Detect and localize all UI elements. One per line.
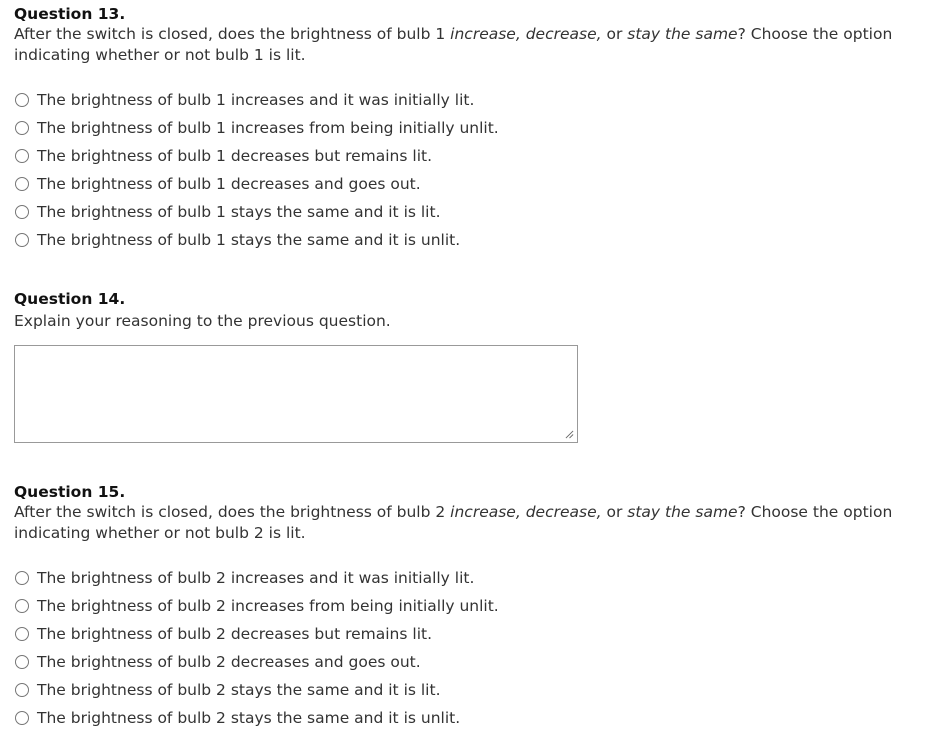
q15-option-2-label: The brightness of bulb 2 increases from being initially unlit. (37, 597, 499, 615)
question-13-text-em1: increase, decrease, (450, 25, 602, 43)
radio-button[interactable] (15, 121, 29, 135)
radio-button[interactable] (15, 233, 29, 247)
question-15-text (14, 502, 914, 544)
q15-option-6[interactable] (14, 704, 499, 732)
q15-option-3[interactable] (14, 620, 499, 648)
q13-option-4-label: The brightness of bulb 1 decreases and goes out. (37, 175, 421, 193)
q15-option-1[interactable] (14, 564, 499, 592)
radio-button[interactable] (15, 93, 29, 107)
radio-button[interactable] (15, 177, 29, 191)
q13-option-3[interactable] (14, 142, 499, 170)
radio-button[interactable] (15, 205, 29, 219)
question-15-text-before: After the switch is closed, does the brightness of bulb 2 (14, 503, 451, 521)
q13-option-5-label: The brightness of bulb 1 stays the same and it is lit. (37, 203, 441, 221)
question-14 (14, 289, 914, 332)
radio-button[interactable] (15, 683, 29, 697)
q13-option-6-label: The brightness of bulb 1 stays the same and it is unlit. (37, 231, 461, 249)
question-13-text-mid: or (601, 25, 628, 43)
radio-button[interactable] (15, 149, 29, 163)
question-14-title: Question 14. (14, 290, 126, 308)
q15-option-6-label: The brightness of bulb 2 stays the same and it is unlit. (37, 709, 461, 727)
q15-option-5-label: The brightness of bulb 2 stays the same and it is lit. (37, 681, 441, 699)
question-13 (14, 4, 914, 66)
radio-button[interactable] (15, 655, 29, 669)
question-14-text: Explain your reasoning to the previous question. (14, 312, 391, 330)
radio-button[interactable] (15, 571, 29, 585)
q13-option-3-label: The brightness of bulb 1 decreases but remains lit. (37, 147, 433, 165)
q15-option-2[interactable] (14, 592, 499, 620)
radio-button[interactable] (15, 599, 29, 613)
q15-option-5[interactable] (14, 676, 499, 704)
q15-option-1-label: The brightness of bulb 2 increases and it was initially lit. (37, 569, 475, 587)
q13-option-1[interactable] (14, 86, 499, 114)
resize-handle-icon[interactable] (565, 430, 574, 439)
question-15-text-after: ? Choose the option indicating whether or not bulb 2 is lit. (14, 503, 893, 542)
q15-option-4-label: The brightness of bulb 2 decreases and goes out. (37, 653, 421, 671)
q15-option-3-label: The brightness of bulb 2 decreases but remains lit. (37, 625, 433, 643)
radio-button[interactable] (15, 627, 29, 641)
question-13-text (14, 24, 914, 66)
question-13-text-after: ? Choose the option indicating whether or not bulb 1 is lit. (14, 25, 893, 64)
q13-option-5[interactable] (14, 198, 499, 226)
radio-button[interactable] (15, 711, 29, 725)
q15-option-4[interactable] (14, 648, 499, 676)
question-13-text-em2: stay the same (627, 25, 738, 43)
q13-option-6[interactable] (14, 226, 499, 254)
question-15 (14, 482, 914, 544)
question-13-text-before: After the switch is closed, does the brightness of bulb 1 (14, 25, 451, 43)
question-15-options (14, 564, 499, 732)
question-15-title: Question 15. (14, 483, 126, 501)
reasoning-textarea[interactable] (14, 345, 578, 443)
q13-option-2-label: The brightness of bulb 1 increases from being initially unlit. (37, 119, 499, 137)
q13-option-4[interactable] (14, 170, 499, 198)
q13-option-2[interactable] (14, 114, 499, 142)
question-15-text-em1: increase, decrease, (450, 503, 602, 521)
question-13-title: Question 13. (14, 5, 126, 23)
question-15-text-mid: or (601, 503, 628, 521)
question-13-options (14, 86, 499, 254)
question-15-text-em2: stay the same (627, 503, 738, 521)
q13-option-1-label: The brightness of bulb 1 increases and it was initially lit. (37, 91, 475, 109)
